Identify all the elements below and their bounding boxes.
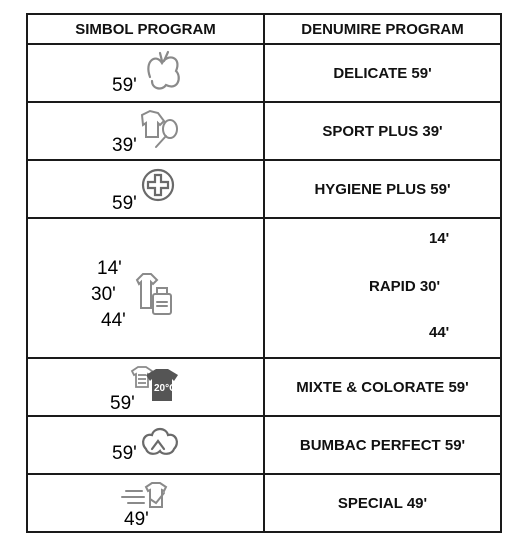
temperature-badge: 20°C xyxy=(153,383,176,394)
mixed-clothes-20c-icon xyxy=(106,361,186,413)
symbol-cell xyxy=(27,102,264,160)
minutes-label: 59' xyxy=(111,193,137,214)
program-name: SPORT PLUS 39' xyxy=(264,102,501,160)
minutes-label: 49' xyxy=(123,509,149,529)
table-row xyxy=(27,474,501,532)
table-row xyxy=(27,416,501,474)
cross-circle-icon xyxy=(106,163,186,215)
minutes-label: 44' xyxy=(100,310,126,331)
table-row xyxy=(27,160,501,218)
minutes-label: 30' xyxy=(90,284,116,305)
symbol-cell xyxy=(27,218,264,358)
program-name-rapid xyxy=(264,218,501,358)
symbol-cell xyxy=(27,160,264,218)
butterfly-icon xyxy=(106,47,186,99)
symbol-cell xyxy=(27,474,264,532)
shirt-weight-icon xyxy=(91,228,201,348)
program-name: MIXTE & COLORATE 59' xyxy=(264,358,501,416)
symbol-cell xyxy=(27,358,264,416)
programs-table xyxy=(26,13,502,533)
symbol-cell xyxy=(27,416,264,474)
minutes-label: 59' xyxy=(109,393,135,413)
shirt-speed-icon xyxy=(106,477,186,529)
table-row xyxy=(27,44,501,102)
rapid-30: RAPID 30' xyxy=(369,278,441,295)
table-row xyxy=(27,102,501,160)
table-row xyxy=(27,218,501,358)
program-name: DELICATE 59' xyxy=(264,44,501,102)
shirt-racket-icon xyxy=(106,105,186,157)
minutes-label: 14' xyxy=(96,258,122,279)
header-name: DENUMIRE PROGRAM xyxy=(264,14,501,44)
header-row xyxy=(27,14,501,44)
program-name: HYGIENE PLUS 59' xyxy=(264,160,501,218)
cotton-icon xyxy=(106,419,186,471)
minutes-label: 39' xyxy=(111,135,137,156)
table-row xyxy=(27,358,501,416)
minutes-label: 59' xyxy=(111,443,137,464)
symbol-cell xyxy=(27,44,264,102)
header-symbol: SIMBOL PROGRAM xyxy=(27,14,264,44)
rapid-14: 14' xyxy=(429,230,450,247)
rapid-44: 44' xyxy=(429,324,450,341)
program-name: BUMBAC PERFECT 59' xyxy=(264,416,501,474)
program-name: SPECIAL 49' xyxy=(264,474,501,532)
minutes-label: 59' xyxy=(111,75,137,96)
